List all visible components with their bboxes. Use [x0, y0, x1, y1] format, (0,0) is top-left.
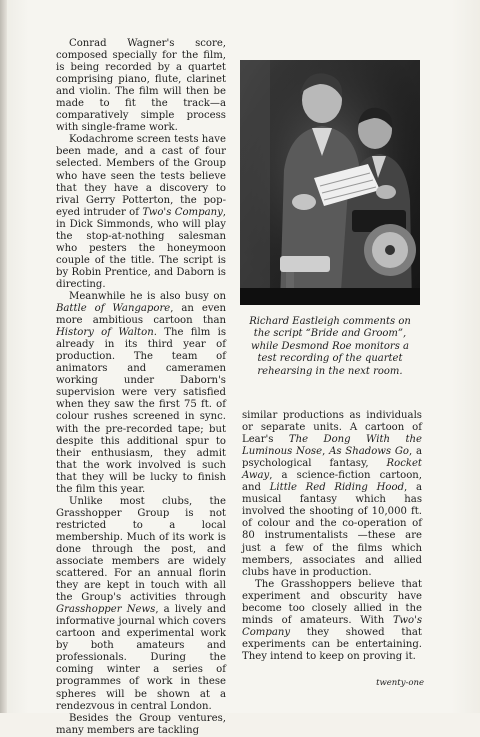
paragraph: Unlike most clubs, the Grasshopper Group is not restricted to a local membership. Much of its work is done through the post, and associate members are widely scattered. For an annual florin they are kept in touch with all the Group's activities through Grasshopper News, a lively and informative journal which covers cartoon and experimental work by both amateurs and professionals. During the coming winter a series of programmes of work in these spheres will be shown at a rendezvous in central London.: [56, 495, 226, 712]
page-number: twenty-one: [376, 678, 424, 688]
paragraph: Kodachrome screen tests have been made, and a cast of four selected. Members of the Group who have seen the tests believe that they have a discovery to rival Gerry Potterton, the pop-eyed intruder of Two's Company, in Dick Simmonds, who will play the stop-at-nothing salesman who pesters the honeymoon couple of the title. The script is by Robin Prentice, and Daborn is directing.: [56, 134, 227, 290]
paragraph: Conrad Wagner's score, composed specially for the film, is being recorded by a quartet comprising piano, flute, clarinet and violin. The film will then be made to fit the track—a comparatively simple process with single-frame work.: [56, 38, 226, 134]
page-binding-shadow: [0, 0, 7, 713]
left-text-column: [56, 38, 226, 737]
paragraph: Meanwhile he is also busy on Battle of Wangapore, an even more ambitious cartoon than History of Walton. The film is already in its third year of production. The team of animators and cameramen working under Daborn's supervision were very satisfied when they saw the first 75 ft. of colour rushes screened in sync. with the pre-recorded tape; but despite this additional spur to their enthusiasm, they admit that the work involved is such that they will be lucky to finish the film this year.: [56, 290, 227, 495]
photo-men-reading-script-icon: [240, 60, 420, 305]
photo-caption: Richard Eastleigh comments on the script “Bride and Groom”, while Desmond Roe monitors a test recording of the quartet rehearsing in the next room.: [249, 316, 411, 377]
paragraph: Besides the Group ventures, many members are tackling: [56, 712, 226, 736]
paragraph: The Grasshoppers believe that experiment and obscurity have become too closely allied in the minds of amateurs. With Two's Company they showed that experiments can be entertaining. They intend to keep on proving it.: [242, 578, 422, 662]
right-text-column: [242, 410, 422, 663]
paragraph: similar productions as individuals or separate units. A cartoon of Lear's The Dong With the Luminous Nose, As Shadows Go, a psychological fantasy, Rocket Away, a science-fiction cartoon, and Little Red Riding Hood, a musical fantasy which has involved the shooting of 10,000 ft. of colour and the co-operation of 80 instrumentalists —these are just a few of the films which members, associates and allied clubs have in production.: [242, 410, 423, 578]
photograph: [240, 60, 420, 305]
